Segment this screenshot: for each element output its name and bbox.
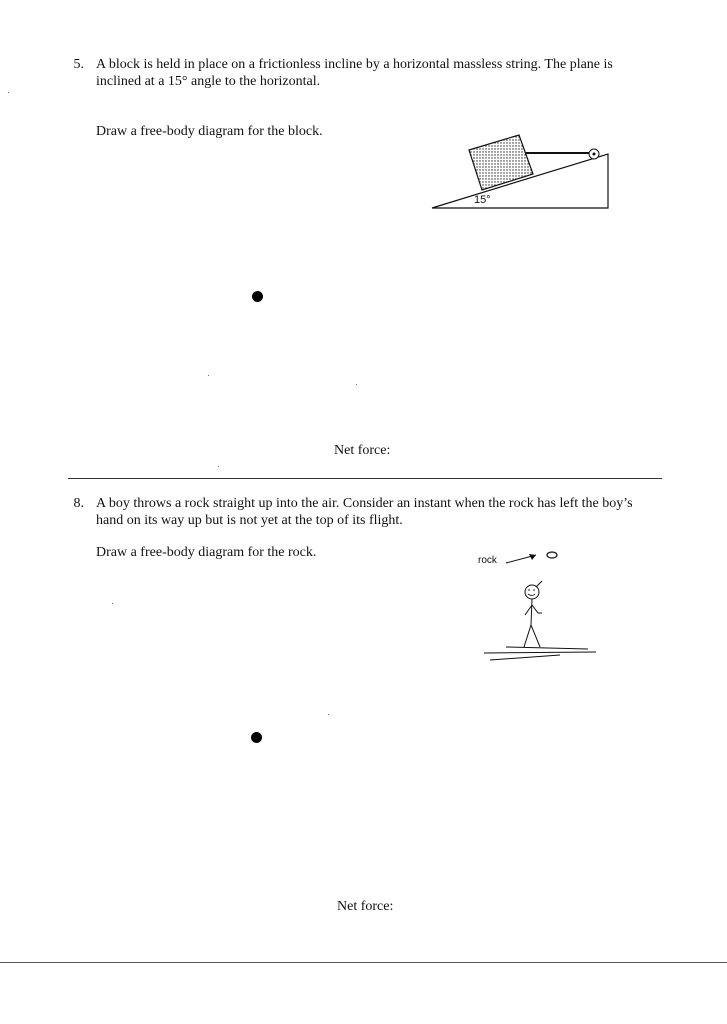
rock [547,552,557,558]
q5-point-mass-dot [252,291,263,302]
scan-speck [356,384,357,385]
angle-label: 15° [474,194,491,206]
rock-label: rock [478,555,497,566]
scan-speck [218,466,219,467]
q8-text-line1: A boy throws a rock straight up into the air. Consider an instant when the rock has left the boy’s [96,496,633,511]
q5-net-force-label: Net force: [334,443,391,458]
q5-text-line2: inclined at a 15° angle to the horizontal. [96,74,321,89]
scan-speck [8,92,9,93]
scan-speck [208,375,209,376]
section-divider [68,478,662,479]
scan-speck [328,714,329,715]
boy-body [531,599,532,625]
boy-rock-diagram [478,543,608,668]
boy-head [525,585,539,599]
q8-instruction: Draw a free-body diagram for the rock. [96,545,317,560]
q5-text-line1: A block is held in place on a frictionless incline by a horizontal massless string. The plane is [96,57,613,72]
q8-text-line2: hand on its way up but is not yet at the top of its flight. [96,513,403,528]
q8-point-mass-dot [251,732,262,743]
q5-instruction: Draw a free-body diagram for the block. [96,124,323,139]
q5-number: 5. [73,57,84,72]
ground [484,647,596,660]
page-bottom-edge [0,962,727,963]
q8-net-force-label: Net force: [337,899,394,914]
block [469,135,533,190]
scan-speck [112,603,113,604]
q8-number: 8. [73,496,84,511]
incline-diagram [428,130,618,215]
